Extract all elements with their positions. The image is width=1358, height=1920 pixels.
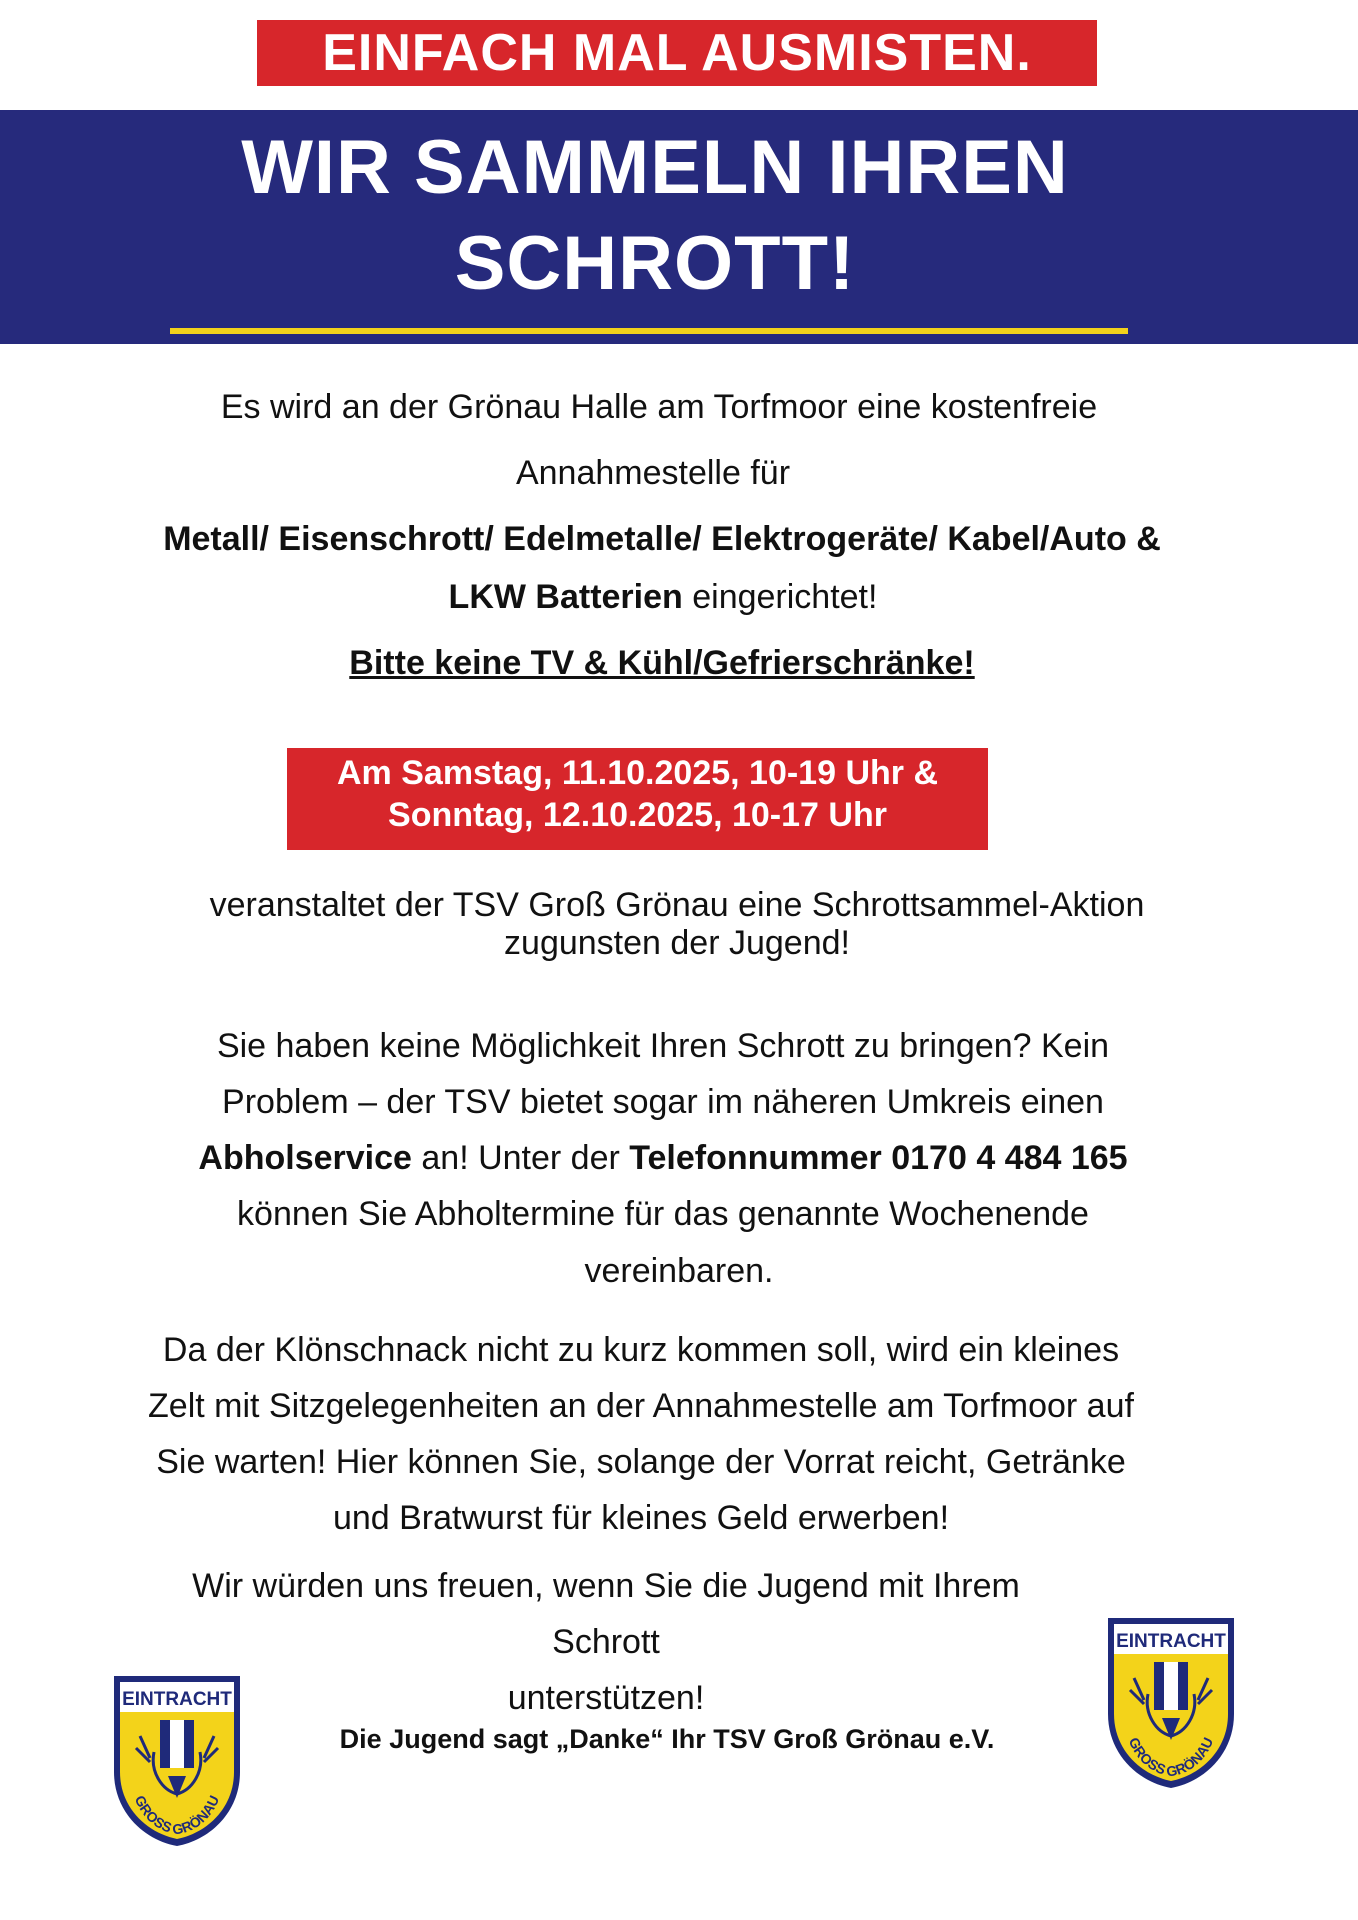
date-banner bbox=[287, 748, 988, 850]
organizer-text bbox=[0, 886, 1356, 962]
tagline-banner bbox=[257, 20, 1097, 86]
materials-bold-1: Metall/ Eisenschrott/ Edelmetalle/ Elektrogeräte/ Kabel/Auto & bbox=[163, 520, 1161, 558]
pickup-service-bold: Abholservice bbox=[198, 1139, 412, 1177]
title-line-2: SCHROTT! bbox=[454, 221, 856, 306]
materials-line-2 bbox=[0, 578, 1342, 617]
tent-line-3: Sie warten! Hier können Sie, solange der Vorrat reicht, Getränke bbox=[156, 1443, 1126, 1481]
closing-line-3: unterstützen! bbox=[507, 1679, 705, 1717]
pickup-line-4: können Sie Abholtermine für das genannte Wochenende bbox=[237, 1195, 1089, 1233]
pickup-mid: an! Unter der bbox=[411, 1139, 630, 1177]
yellow-divider bbox=[170, 328, 1128, 334]
crest-text-top-right: EINTRACHT bbox=[1116, 1631, 1226, 1652]
exclusion-warning-text: Bitte keine TV & Kühl/Gefrierschränke! bbox=[349, 644, 975, 682]
tagline-text: EINFACH MAL AUSMISTEN. bbox=[322, 24, 1032, 82]
exclusion-warning bbox=[0, 644, 1341, 683]
organizer-line-1: veranstaltet der TSV Groß Grönau eine Schrottsammel-Aktion bbox=[209, 886, 1145, 924]
pickup-paragraph bbox=[0, 1018, 1342, 1242]
club-crest-logo-right bbox=[1104, 1614, 1238, 1790]
pickup-line-2: Problem – der TSV bietet sogar im näheren Umkreis einen bbox=[222, 1083, 1104, 1121]
pickup-line-3 bbox=[0, 1130, 1342, 1186]
pickup-line-5: vereinbaren. bbox=[584, 1252, 774, 1290]
materials-line-1 bbox=[0, 520, 1341, 559]
date-line-2: Sonntag, 12.10.2025, 10-17 Uhr bbox=[388, 796, 887, 834]
club-crest-logo-left bbox=[110, 1672, 244, 1848]
crest-ring-text-right: GROSS GRÖNAU bbox=[1125, 1734, 1217, 1780]
materials-rest: eingerichtet! bbox=[682, 578, 878, 616]
crest-text-top-left: EINTRACHT bbox=[122, 1689, 232, 1710]
signature: Die Jugend sagt „Danke“ Ihr TSV Groß Grönau e.V. bbox=[339, 1724, 995, 1754]
pickup-line-1: Sie haben keine Möglichkeit Ihren Schrott zu bringen? Kein bbox=[216, 1027, 1110, 1065]
crest-ring-text-left: GROSS GRÖNAU bbox=[131, 1792, 223, 1838]
closing-line-2: Schrott bbox=[552, 1623, 660, 1661]
date-line-1: Am Samstag, 11.10.2025, 10-19 Uhr & bbox=[337, 754, 938, 792]
intro-line-2: Annahmestelle für bbox=[515, 454, 791, 492]
intro-line-1: Es wird an der Grönau Halle am Torfmoor eine kostenfreie bbox=[220, 388, 1098, 426]
closing-line-1: Wir würden uns freuen, wenn Sie die Jugend mit Ihrem bbox=[192, 1567, 1020, 1605]
tent-line-4: und Bratwurst für kleines Geld erwerben! bbox=[332, 1499, 950, 1537]
tent-line-2: Zelt mit Sitzgelegenheiten an der Annahmestelle am Torfmoor auf bbox=[148, 1387, 1134, 1425]
phone-number: Telefonnummer 0170 4 484 165 bbox=[629, 1139, 1128, 1177]
title-banner bbox=[0, 110, 1358, 344]
tent-paragraph bbox=[0, 1322, 1320, 1546]
organizer-line-2: zugunsten der Jugend! bbox=[504, 924, 850, 962]
tent-line-1: Da der Klönschnack nicht zu kurz kommen soll, wird ein kleines bbox=[162, 1331, 1120, 1369]
materials-bold-2: LKW Batterien bbox=[448, 578, 683, 616]
page-title bbox=[0, 120, 1310, 312]
title-line-1: WIR SAMMELN IHREN bbox=[241, 125, 1069, 210]
